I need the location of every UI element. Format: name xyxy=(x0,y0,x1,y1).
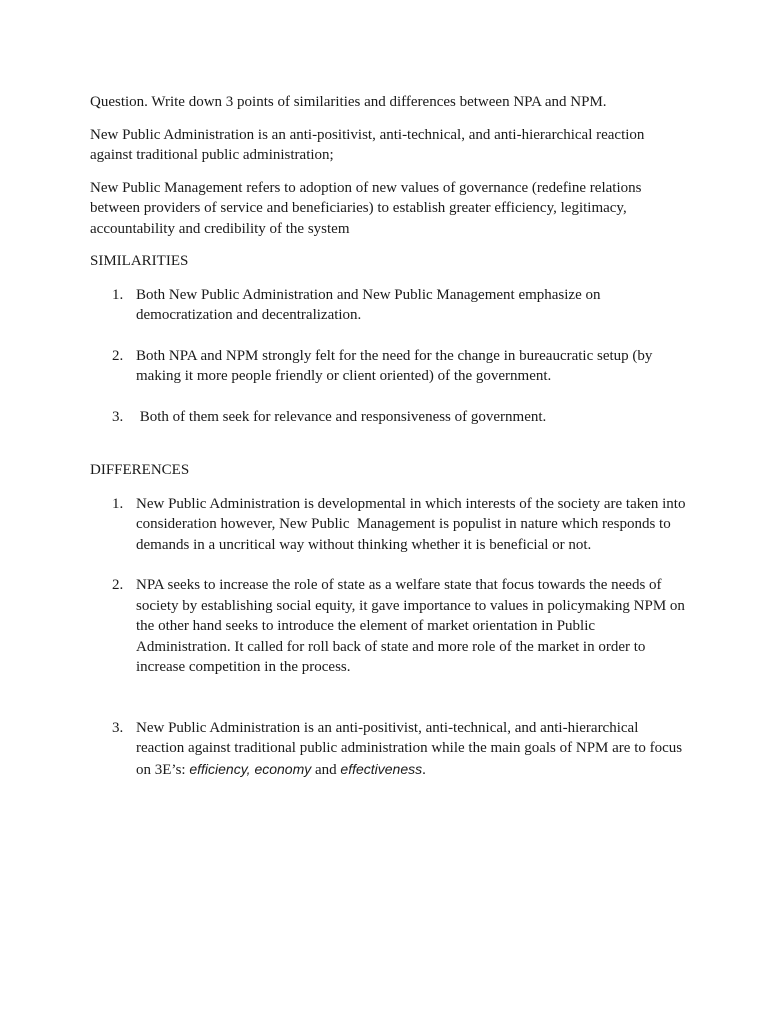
question-paragraph xyxy=(90,92,690,113)
list-item-number: 3. xyxy=(112,719,124,736)
npa-definition: New Public Administration is an anti-positivist, anti-technical, and anti-hierarchical reaction against traditional public administration; xyxy=(90,126,645,163)
list-item xyxy=(90,407,690,428)
list-item xyxy=(90,575,690,678)
document-page xyxy=(90,92,690,800)
differences-list xyxy=(90,494,690,781)
list-item-text: New Public Administration is an anti-positivist, anti-technical, and anti-hierarchical reaction against traditional public administration while the main goals of NPM are to focus on 3E’s: xyxy=(136,719,683,778)
similarities-list xyxy=(90,285,690,428)
emphasis-terms: efficiency, economy xyxy=(189,760,312,777)
list-item xyxy=(90,494,690,556)
list-item xyxy=(90,718,690,781)
list-item-text: New Public Administration is developmental in which interests of the society are taken into consideration however, New Public Management is populist in nature which responds to demands in a uncritical way without thinking whether it is beneficial or not. xyxy=(136,495,690,553)
question-label: Question xyxy=(90,94,145,110)
list-item-number: 1. xyxy=(112,286,124,303)
list-item-text: Both New Public Administration and New Public Management emphasize on democratization and decentralization. xyxy=(136,286,601,323)
list-item-text: NPA seeks to increase the role of state as a welfare state that focus towards the needs of society by establishing social equity, it gave importance to values in policymaking NPM on the other hand seeks to introduce the element of market orientation in Public Administration. It called for roll back of state and more role of the market in order to increase competition in the process. xyxy=(136,577,685,675)
differences-heading: DIFFERENCES xyxy=(90,462,190,478)
npm-definition: New Public Management refers to adoption of new values of governance (redefine relations between providers of service and beneficiaries) to establish greater efficiency, legitimacy, accountability and credibility of the system xyxy=(90,179,642,237)
list-item-text: Both NPA and NPM strongly felt for the need for the change in bureaucratic setup (by making it more people friendly or client oriented) of the government. xyxy=(136,347,653,384)
similarities-heading: SIMILARITIES xyxy=(90,253,189,269)
list-item-number: 3. xyxy=(112,408,124,425)
list-item-number: 2. xyxy=(112,577,124,593)
question-text: . Write down 3 points of similarities and differences between NPA and NPM. xyxy=(144,94,607,110)
list-item xyxy=(90,285,690,326)
emphasis-term: effectiveness xyxy=(340,760,423,777)
list-item xyxy=(90,346,690,387)
list-item-text: Both of them seek for relevance and responsiveness of government. xyxy=(136,408,547,425)
list-item-number: 2. xyxy=(112,347,124,364)
end-punctuation: . xyxy=(422,761,426,778)
joiner-text: and xyxy=(311,761,341,778)
list-item-number: 1. xyxy=(112,495,124,512)
